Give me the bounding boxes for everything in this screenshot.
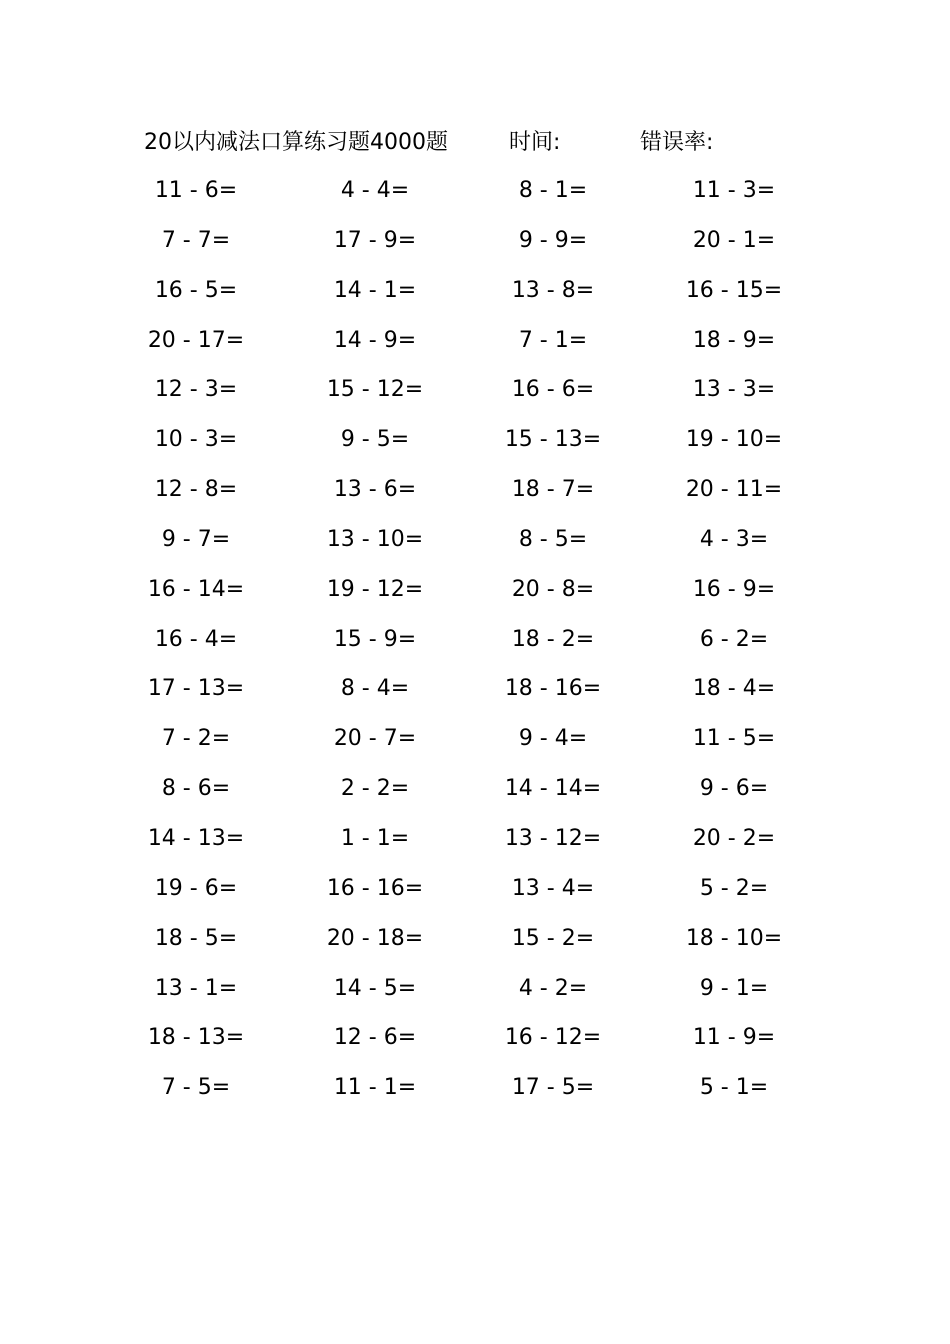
problem-cell: 16 - 12=: [504, 1025, 602, 1051]
problem-cell: 19 - 10=: [685, 427, 783, 453]
problem-cell: 5 - 1=: [699, 1075, 769, 1101]
problem-cell: 16 - 6=: [511, 377, 595, 403]
problem-cell: 9 - 5=: [340, 427, 410, 453]
problem-cell: 9 - 1=: [699, 975, 769, 1001]
problem-cell: 13 - 4=: [511, 875, 595, 901]
problem-row: [0, 619, 950, 669]
problem-cell: 16 - 9=: [692, 576, 776, 602]
problem-cell: 9 - 7=: [161, 526, 231, 552]
problem-cell: 20 - 11=: [685, 477, 783, 503]
problem-cell: 13 - 1=: [154, 975, 238, 1001]
problem-cell: 20 - 17=: [147, 327, 245, 353]
problem-cell: 18 - 2=: [511, 626, 595, 652]
problem-cell: 14 - 14=: [504, 776, 602, 802]
problem-cell: 15 - 12=: [326, 377, 424, 403]
problem-cell: 15 - 9=: [333, 626, 417, 652]
problem-row: [0, 868, 950, 918]
time-label: 时间:: [509, 130, 561, 155]
problem-cell: 9 - 4=: [518, 726, 588, 752]
problem-cell: 19 - 6=: [154, 875, 238, 901]
problem-row: [0, 469, 950, 519]
problem-cell: 13 - 3=: [692, 377, 776, 403]
worksheet-header: [0, 123, 950, 163]
problem-cell: 7 - 1=: [518, 327, 588, 353]
worksheet-title: 20以内减法口算练习题4000题: [144, 130, 448, 155]
problem-cell: 11 - 1=: [333, 1075, 417, 1101]
problem-row: [0, 918, 950, 968]
problem-cell: 8 - 4=: [340, 676, 410, 702]
problem-row: [0, 968, 950, 1018]
problem-cell: 18 - 7=: [511, 477, 595, 503]
problem-row: [0, 170, 950, 220]
problem-cell: 15 - 13=: [504, 427, 602, 453]
problem-cell: 8 - 5=: [518, 526, 588, 552]
problem-cell: 13 - 6=: [333, 477, 417, 503]
error-rate-label: 错误率:: [640, 130, 714, 155]
problem-cell: 18 - 9=: [692, 327, 776, 353]
problem-cell: 20 - 2=: [692, 825, 776, 851]
problem-cell: 18 - 10=: [685, 925, 783, 951]
problem-cell: 16 - 14=: [147, 576, 245, 602]
problem-cell: 16 - 15=: [685, 277, 783, 303]
problem-row: [0, 718, 950, 768]
problem-cell: 20 - 8=: [511, 576, 595, 602]
problem-cell: 20 - 1=: [692, 227, 776, 253]
problem-row: [0, 270, 950, 320]
problem-cell: 9 - 9=: [518, 227, 588, 253]
problem-cell: 7 - 5=: [161, 1075, 231, 1101]
problem-cell: 11 - 6=: [154, 178, 238, 203]
problem-cell: 2 - 2=: [340, 776, 410, 802]
problem-cell: 16 - 5=: [154, 277, 238, 303]
problem-cell: 14 - 13=: [147, 825, 245, 851]
problem-cell: 7 - 2=: [161, 726, 231, 752]
problem-cell: 20 - 7=: [333, 726, 417, 752]
problem-cell: 1 - 1=: [340, 825, 410, 851]
problem-cell: 6 - 2=: [699, 626, 769, 652]
problem-cell: 18 - 5=: [154, 925, 238, 951]
problem-cell: 5 - 2=: [699, 875, 769, 901]
problem-cell: 15 - 2=: [511, 925, 595, 951]
problem-cell: 4 - 3=: [699, 526, 769, 552]
problem-cell: 11 - 5=: [692, 726, 776, 752]
problem-row: [0, 519, 950, 569]
problem-row: [0, 419, 950, 469]
problem-row: [0, 220, 950, 270]
problem-cell: 13 - 10=: [326, 526, 424, 552]
problem-cell: 4 - 4=: [340, 178, 410, 203]
problem-row: [0, 1067, 950, 1117]
problem-row: [0, 1017, 950, 1067]
problem-row: [0, 320, 950, 370]
problem-cell: 9 - 6=: [699, 776, 769, 802]
problem-cell: 8 - 6=: [161, 776, 231, 802]
problem-cell: 12 - 8=: [154, 477, 238, 503]
problem-row: [0, 818, 950, 868]
problem-cell: 17 - 5=: [511, 1075, 595, 1101]
problem-cell: 18 - 13=: [147, 1025, 245, 1051]
problem-cell: 14 - 9=: [333, 327, 417, 353]
problem-cell: 18 - 4=: [692, 676, 776, 702]
problem-cell: 16 - 16=: [326, 875, 424, 901]
problem-row: [0, 668, 950, 718]
problem-cell: 19 - 12=: [326, 576, 424, 602]
problem-cell: 20 - 18=: [326, 925, 424, 951]
problem-cell: 13 - 12=: [504, 825, 602, 851]
problem-cell: 11 - 3=: [692, 178, 776, 203]
problem-grid: [0, 170, 950, 1117]
problem-cell: 14 - 5=: [333, 975, 417, 1001]
problem-cell: 7 - 7=: [161, 227, 231, 253]
problem-cell: 14 - 1=: [333, 277, 417, 303]
problem-cell: 10 - 3=: [154, 427, 238, 453]
problem-cell: 4 - 2=: [518, 975, 588, 1001]
problem-cell: 8 - 1=: [518, 178, 588, 203]
problem-row: [0, 768, 950, 818]
problem-cell: 16 - 4=: [154, 626, 238, 652]
problem-cell: 13 - 8=: [511, 277, 595, 303]
problem-cell: 17 - 13=: [147, 676, 245, 702]
problem-row: [0, 369, 950, 419]
problem-cell: 11 - 9=: [692, 1025, 776, 1051]
problem-cell: 12 - 6=: [333, 1025, 417, 1051]
problem-row: [0, 569, 950, 619]
problem-cell: 17 - 9=: [333, 227, 417, 253]
problem-cell: 18 - 16=: [504, 676, 602, 702]
problem-cell: 12 - 3=: [154, 377, 238, 403]
